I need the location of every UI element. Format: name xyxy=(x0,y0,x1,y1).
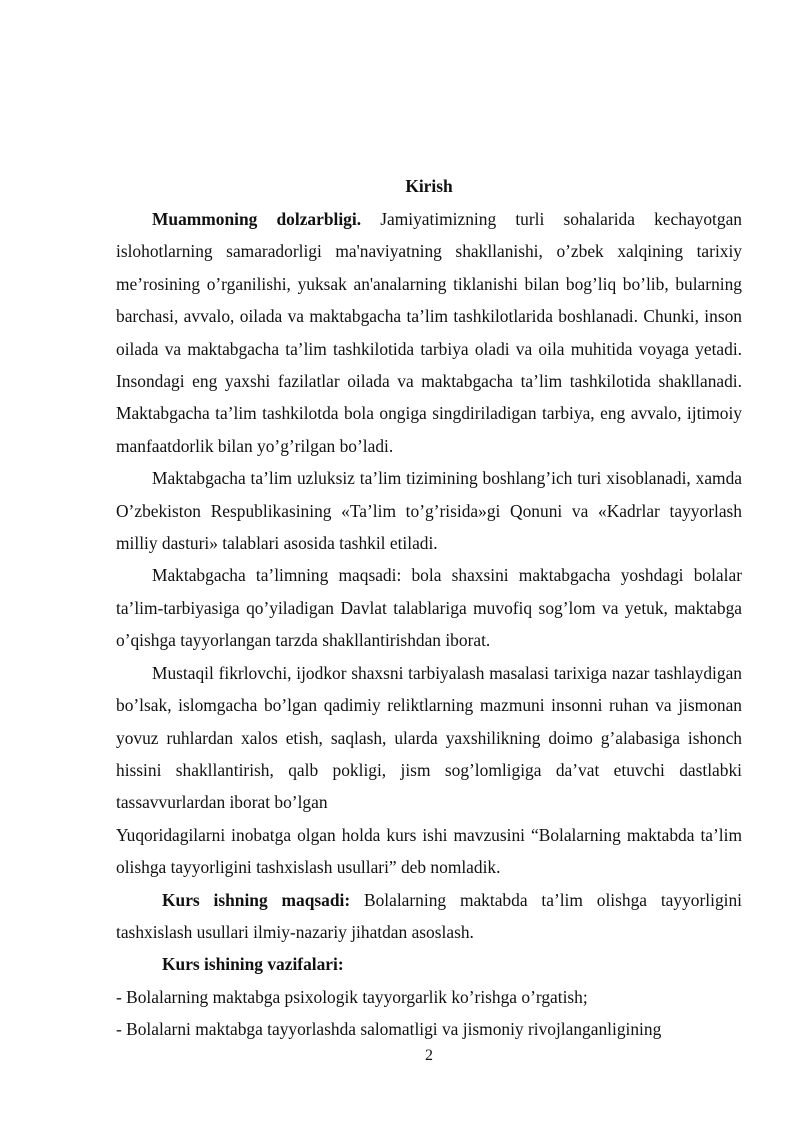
relevance-heading: Muammoning dolzarbligi. xyxy=(152,209,362,229)
relevance-paragraph xyxy=(116,203,742,462)
goal-paragraph xyxy=(116,884,742,949)
document-body xyxy=(116,203,742,1046)
relevance-text: Jamiyatimizning turli sohalarida kechayotgan islohotlarning samaradorligi ma'naviyatning shakllanishi, o’zbek xalqining tarixiy me’rosining o’rganilishi, yuksak an'analarning tiklanishi bilan bog’liq bo’lib, bularning barchasi, avvalo, oilada va maktabgacha ta’lim tashkilotlarida boshlanadi. Chunki, inson oilada va maktabgacha ta’lim tashkilotida tarbiya oladi va oila muhitida voyaga yetadi. Insondagi eng yaxshi fazilatlar oilada va maktabgacha ta’lim tashkilotida shakllanadi. Maktabgacha ta’lim tashkilotda bola ongiga singdiriladigan tarbiya, eng avvalo, ijtimoiy manfaatdorlik bilan yo’g’rilgan bo’ladi. xyxy=(116,209,742,456)
section-title: Kirish xyxy=(405,176,453,196)
list-item: - Bolalarni maktabga tayyorlashda salomatligi va jismoniy rivojlanganligining xyxy=(116,1019,662,1040)
paragraph: Mustaqil fikrlovchi, ijodkor shaxsni tarbiyalash masalasi tarixiga nazar tashlaydigan bo’lsak, islomgacha bo’lgan qadimiy reliktlarning mazmuni insonni ruhan va jismonan yovuz ruhlardan xalos etish, saqlash, ularda yaxshilikning doimo g’alabasiga ishonch hissini shakllantirish, qalb pokligi, jism sog’lomligiga da’vat etuvchi dastlabki tassavvurlardan iborat bo’lgan xyxy=(116,662,742,813)
paragraph: Yuqoridagilarni inobatga olgan holda kurs ishi mavzusini “Bolalarning maktabda ta’lim olishga tayyorligini tashxislash usullari” deb nomladik. xyxy=(116,824,742,878)
goal-text: Bolalarning maktabda ta’lim olishga tayyorligini tashxislash usullari ilmiy-nazariy jihatdan asoslash. xyxy=(116,889,742,942)
tasks-heading: Kurs ishining vazifalari: xyxy=(162,954,344,975)
goal-heading: Kurs ishning maqsadi: xyxy=(162,889,351,910)
page-number: 2 xyxy=(425,1047,433,1064)
paragraph: Maktabgacha ta’lim uzluksiz ta’lim tizimining boshlang’ich turi xisoblanadi, xamda O’zbekiston Respublikasining «Ta’lim to’g’risida»gi Qonuni va «Kadrlar tayyorlash milliy dasturi» talablari asosida tashkil etiladi. xyxy=(116,468,742,554)
list-item: - Bolalarning maktabga psixologik tayyorgarlik ko’rishga o’rgatish; xyxy=(116,986,588,1007)
paragraph: Maktabgacha ta’limning maqsadi: bola shaxsini maktabgacha yoshdagi bolalar ta’lim-tarbiyasiga qo’yiladigan Davlat talablariga muvofiq sog’lom va yetuk, maktabga o’qishga tayyorlangan tarzda shakllantirishdan iborat. xyxy=(116,565,742,651)
